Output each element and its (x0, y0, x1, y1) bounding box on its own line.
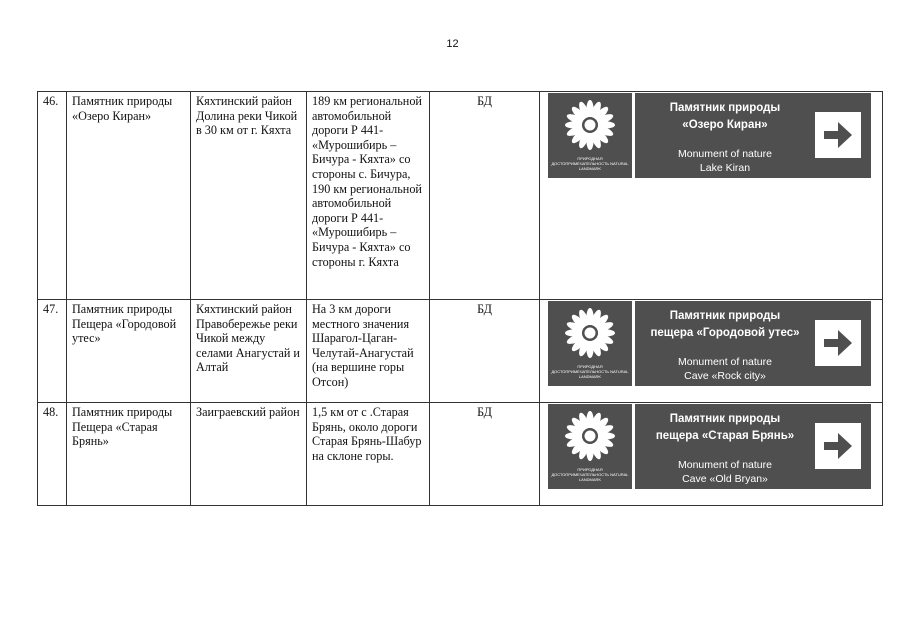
object-name: Памятник природы «Озеро Киран» (67, 92, 191, 300)
road-reference: 189 км региональной автомобильной дороги Р 441- «Мурошибирь – Бичура - Кяхта» со стороны с. Бичура, 190 км региональной автомобильной дороги Р 441- «Мурошибирь – Бичура - Кяхта» со стороны г. Кяхта (307, 92, 430, 300)
flower-center (585, 431, 596, 442)
object-location: Кяхтинский район Долина реки Чикой в 30 км от г. Кяхта (191, 92, 307, 300)
sign-english-line1: Monument of nature (678, 356, 772, 368)
sign-english-line2: Cave «Old Bryan» (682, 473, 768, 485)
object-name: Памятник природы Пещера «Старая Брянь» (67, 403, 191, 506)
sign-panel (635, 404, 871, 489)
sign-title-line2: пещера «Городовой утес» (650, 327, 800, 339)
daisy-flower-icon (564, 99, 616, 151)
table-row (38, 92, 883, 300)
arrow-right-icon (815, 423, 861, 469)
sign-english-line2: Cave «Rock city» (684, 370, 766, 382)
emblem-caption: ПРИРОДНАЯ ДОСТОПРИМЕЧАТЕЛЬНОСТЬ NATURAL LANDMARK (551, 364, 629, 379)
sign-english-line1: Monument of nature (678, 148, 772, 160)
object-location: Заиграевский район (191, 403, 307, 506)
sign-title-line2: «Озеро Киран» (682, 119, 768, 131)
sign-cell (540, 92, 883, 300)
arrow-right-icon (815, 112, 861, 158)
object-name: Памятник природы Пещера «Городовой утес» (67, 300, 191, 403)
arrow-right-icon (815, 320, 861, 366)
row-number: 48. (38, 403, 67, 506)
emblem-caption: ПРИРОДНАЯ ДОСТОПРИМЕЧАТЕЛЬНОСТЬ NATURAL LANDMARK (551, 156, 629, 171)
sign-panel (635, 301, 871, 386)
sign-cell (540, 300, 883, 403)
row-number: 46. (38, 92, 67, 300)
flower-center (585, 328, 596, 339)
sign-title-line1: Памятник природы (669, 310, 781, 322)
sign-emblem (548, 93, 632, 178)
road-sign (548, 93, 871, 178)
sign-title-line2: пещера «Старая Брянь» (655, 430, 795, 442)
road-type: БД (430, 92, 540, 300)
road-reference: 1,5 км от с .Старая Брянь, около дороги Старая Брянь-Шабур на склоне горы. (307, 403, 430, 506)
sign-english-line1: Monument of nature (678, 459, 772, 471)
road-reference: На 3 км дороги местного значения Шарагол-Цаган-Челутай-Анагустай (на вершине горы Отсон) (307, 300, 430, 403)
sign-emblem (548, 301, 632, 386)
monuments-table (37, 91, 883, 506)
emblem-caption: ПРИРОДНАЯ ДОСТОПРИМЕЧАТЕЛЬНОСТЬ NATURAL LANDMARK (551, 467, 629, 482)
road-type: БД (430, 403, 540, 506)
sign-title-line1: Памятник природы (669, 413, 781, 425)
row-number: 47. (38, 300, 67, 403)
daisy-flower-icon (564, 410, 616, 462)
table-row (38, 300, 883, 403)
sign-title-line1: Памятник природы (669, 102, 781, 114)
sign-cell (540, 403, 883, 506)
sign-panel (635, 93, 871, 178)
flower-center (585, 120, 596, 131)
sign-emblem (548, 404, 632, 489)
sign-english-line2: Lake Kiran (699, 162, 751, 174)
daisy-flower-icon (564, 307, 616, 359)
page-number: 12 (446, 38, 459, 50)
road-sign (548, 301, 871, 386)
table-row (38, 403, 883, 506)
object-location: Кяхтинский район Правобережье реки Чикой между селами Анагустай и Алтай (191, 300, 307, 403)
road-type: БД (430, 300, 540, 403)
road-sign (548, 404, 871, 489)
